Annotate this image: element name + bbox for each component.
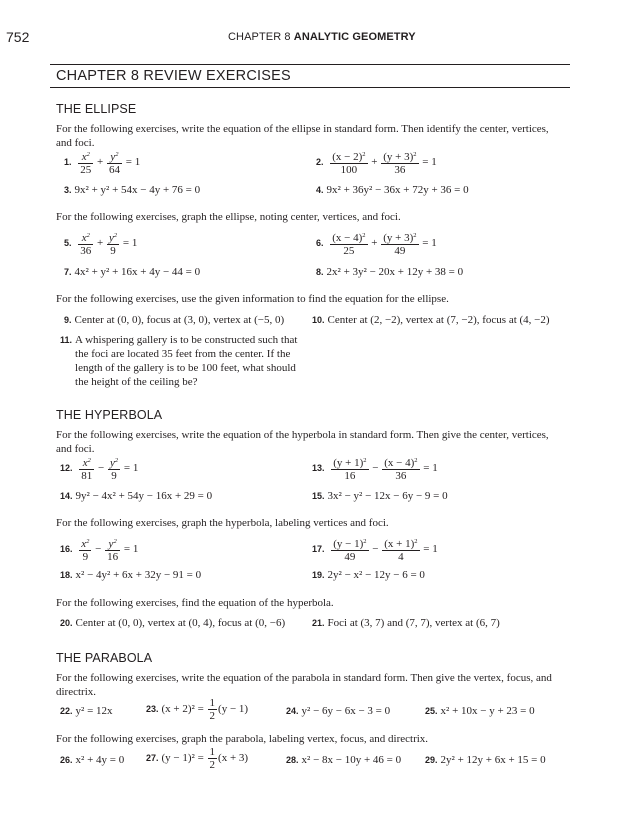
exercise-number: 10. [312,315,325,325]
exercise-2: 2. $\frac{(x - 2)^2}{100}$ + $\frac{(y + 3)^2}{36}$ = 1 [316,151,437,176]
parabola-instruction-1: For the following exercises, write the equation of the parabola in standard form. Then give the vertex, focus, and directrix. [56,672,552,698]
exercise-3: 3. 9x² + y² + 54x − 4y + 76 = 0 [64,184,201,196]
exercise-number: 11. [60,335,73,345]
exercise-number: 29. [425,755,438,765]
exercise-26: 26. x² + 4y = 0 [60,754,125,766]
exercise-number: 18. [60,570,73,580]
exercise-1: 1. $\frac{x^2}{25}$ + $\frac{y^2}{64}$ = 1 [64,151,141,176]
exercise-number: 3. [64,185,72,195]
exercise-number: 14. [60,491,73,501]
exercise-number: 9. [64,315,72,325]
exercise-13: 13. $\frac{(y + 1)^2}{16}$ − $\frac{(x - 4)^2}{36}$ = 1 [312,457,438,482]
exercise-12: 12. $\frac{x^2}{81}$ − $\frac{y^2}{9}$ = 1 [60,457,139,482]
exercise-25: 25. x² + 10x − y + 23 = 0 [425,705,535,717]
ellipse-instruction-3: For the following exercises, use the given information to find the equation for the ellipse. [56,293,449,305]
section-heading-hyperbola: THE HYPERBOLA [56,408,163,422]
ellipse-instruction-2: For the following exercises, graph the ellipse, noting center, vertices, and foci. [56,211,401,223]
hyperbola-instruction-1: For the following exercises, write the equation of the hyperbola in standard form. Then give the center, vertices, and foci. [56,429,549,455]
exercise-19: 19. 2y² − x² − 12y − 6 = 0 [312,569,425,581]
hyperbola-instruction-2: For the following exercises, graph the hyperbola, labeling vertices and foci. [56,517,389,529]
exercise-9: 9. Center at (0, 0), focus at (3, 0), vertex at (−5, 0) [64,314,285,326]
exercise-number: 12. [60,463,73,474]
exercise-number: 22. [60,706,73,716]
parabola-instruction-2: For the following exercises, graph the parabola, labeling vertex, focus, and directrix. [56,733,429,745]
exercise-8: 8. 2x² + 3y² − 20x + 12y + 38 = 0 [316,266,464,278]
section-heading-parabola: THE PARABOLA [56,651,153,665]
exercise-number: 5. [64,238,72,249]
running-header [228,31,416,43]
exercise-number: 2. [316,157,324,168]
exercise-16: 16. $\frac{x^2}{9}$ − $\frac{y^2}{16}$ = 1 [60,538,139,563]
exercise-20: 20. Center at (0, 0), vertex at (0, 4), focus at (0, −6) [60,617,286,629]
title-rule-bottom [50,87,570,88]
exercise-number: 4. [316,185,324,195]
exercise-28: 28. x² − 8x − 10y + 46 = 0 [286,754,402,766]
exercise-17: 17. $\frac{(y - 1)^2}{49}$ − $\frac{(x + 1)^2}{4}$ = 1 [312,538,438,563]
running-header-title: ANALYTIC GEOMETRY [293,31,416,43]
page-number: 752 [6,29,30,45]
exercise-27: 27. (y − 1)² = $\frac{1}{2}$ (x + 3) [146,746,249,771]
exercise-number: 28. [286,755,299,765]
exercise-24: 24. y² − 6y − 6x − 3 = 0 [286,705,391,717]
exercise-22: 22. y² = 12x [60,705,113,717]
section-heading-ellipse: THE ELLIPSE [56,102,137,116]
exercise-number: 16. [60,544,73,555]
exercise-number: 8. [316,267,324,277]
exercise-21: 21. Foci at (3, 7) and (7, 7), vertex at (6, 7) [312,617,500,629]
exercise-23: 23. (x + 2)² = $\frac{1}{2}$ (y − 1) [146,697,249,722]
exercise-number: 15. [312,491,325,501]
exercise-number: 23. [146,704,159,715]
exercise-number: 13. [312,463,325,474]
exercise-number: 24. [286,706,299,716]
title-rule-top [50,64,570,65]
exercise-number: 20. [60,618,73,628]
exercise-29: 29. 2y² + 12y + 6x + 15 = 0 [425,754,546,766]
running-header-chapter: CHAPTER 8 [228,31,291,43]
exercise-number: 27. [146,753,159,764]
exercise-5: 5. $\frac{x^2}{36}$ + $\frac{y^2}{9}$ = 1 [64,232,138,257]
exercise-18: 18. x² − 4y² + 6x + 32y − 91 = 0 [60,569,202,581]
exercise-number: 6. [316,238,324,249]
exercise-number: 21. [312,618,325,628]
exercise-11: 11. A whispering gallery is to be constructed such that the foci are located 35 feet from the center. If the length of the gallery is to be 100 feet, what should the height of the ceiling be? [60,334,298,388]
exercise-number: 1. [64,157,72,168]
exercise-number: 17. [312,544,325,555]
exercise-number: 26. [60,755,73,765]
exercise-6: 6. $\frac{(x - 4)^2}{25}$ + $\frac{(y + 3)^2}{49}$ = 1 [316,232,437,257]
ellipse-instruction-1: For the following exercises, write the equation of the ellipse in standard form. Then identify the center, vertices, and foci. [56,123,549,149]
exercise-14: 14. 9y² − 4x² + 54y − 16x + 29 = 0 [60,490,213,502]
exercise-15: 15. 3x² − y² − 12x − 6y − 9 = 0 [312,490,448,502]
exercise-number: 25. [425,706,438,716]
exercise-7: 7. 4x² + y² + 16x + 4y − 44 = 0 [64,266,201,278]
exercise-number: 7. [64,267,72,277]
chapter-review-title: CHAPTER 8 REVIEW EXERCISES [56,68,291,84]
hyperbola-instruction-3: For the following exercises, find the equation of the hyperbola. [56,597,334,609]
exercise-4: 4. 9x² + 36y² − 36x + 72y + 36 = 0 [316,184,469,196]
exercise-number: 19. [312,570,325,580]
exercise-10: 10. Center at (2, −2), vertex at (7, −2), focus at (4, −2) [312,314,550,326]
